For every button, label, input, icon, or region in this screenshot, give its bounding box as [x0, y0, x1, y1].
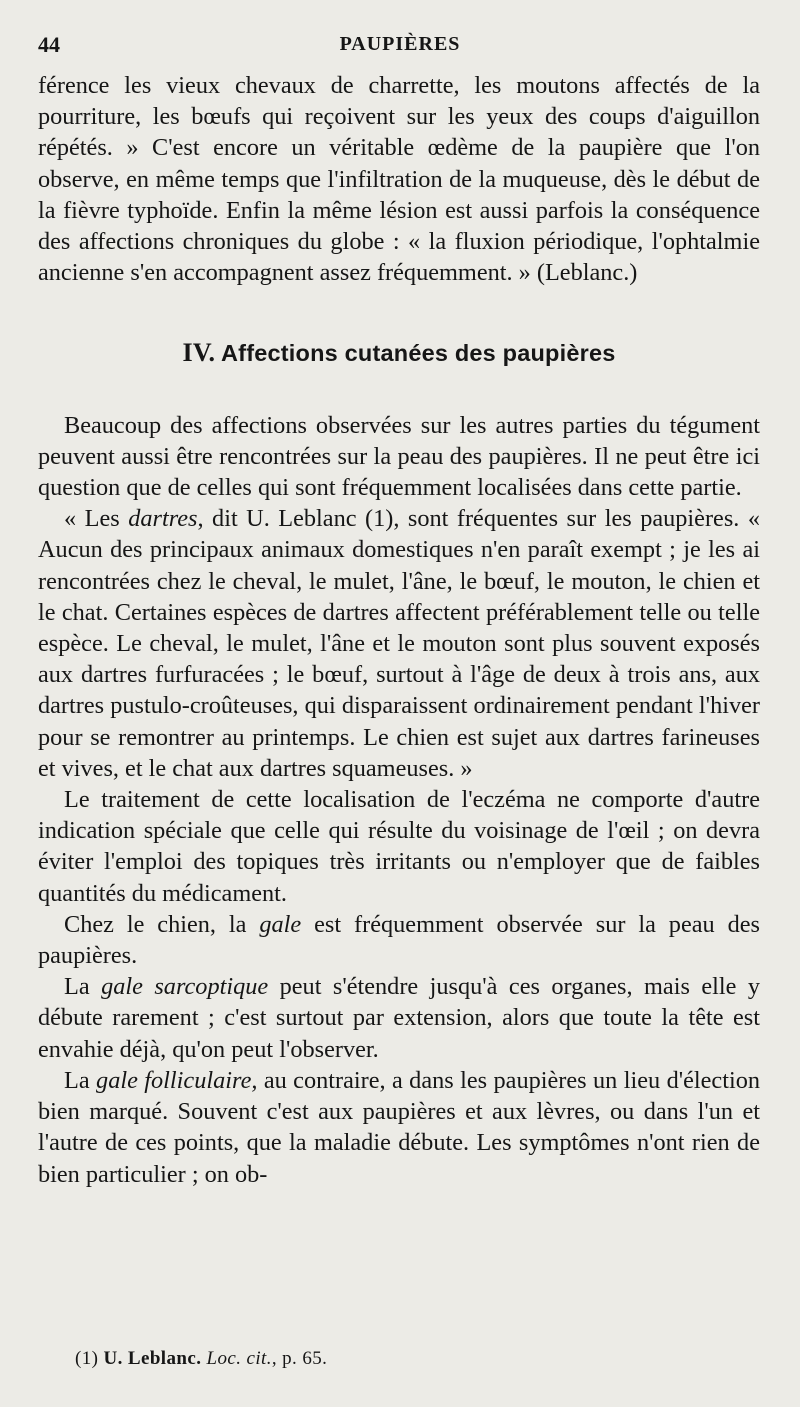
section-heading: [38, 337, 760, 369]
footnote: [75, 1348, 327, 1370]
italic-term: gale folliculaire,: [96, 1066, 258, 1094]
footnote-marker: (1): [75, 1348, 104, 1369]
italic-term: gale sarcoptique: [101, 973, 269, 1001]
italic-term: gale: [259, 910, 302, 938]
text-run: peut s'étendre jusqu'à ces organes, mais elle y débute rarement ; c'est surtout par extension, alors que toute la tête est envahie déjà, qu'on peut l'observer.: [38, 973, 760, 1063]
text-run: « Les: [64, 505, 129, 533]
text-run: , dit U. Leblanc (1), sont fréquentes sur les paupières. « Aucun des principaux animaux domestiques n'en paraît exempt ; je les ai rencontrées chez le cheval, le mulet, l'âne, le bœuf, le mouton, le chien et le chat. Certaines espèces de dartres affectent préférablement telle ou telle espèce. Le cheval, le mulet, l'âne et le mouton sont plus souvent exposés aux dartres furfuracées ; le bœuf, surtout à l'âge de deux à trois ans, aux dartres pustulo-croûteuses, qui disparaissent ordinairement pendant l'hiver pour se remontrer au printemps. Le chien est sujet aux dartres farineuses et vives, et le chat aux dartres squameuses. »: [38, 505, 760, 782]
page-body: [38, 70, 760, 1190]
italic-term: dartres: [128, 505, 198, 533]
running-header: [0, 30, 800, 60]
paragraph: [38, 1065, 760, 1190]
footnote-page: , p. 65.: [271, 1348, 328, 1369]
footnote-author: U. Leblanc.: [103, 1348, 202, 1369]
paragraph: [38, 971, 760, 1065]
section-title: Affections cutanées des paupières: [221, 340, 616, 367]
paragraph: [38, 909, 760, 971]
text-run: Chez le chien, la: [64, 910, 260, 938]
footnote-ref: Loc. cit.: [206, 1348, 272, 1369]
paragraph: [38, 503, 760, 784]
paragraph: Beaucoup des affections observées sur les autres parties du tégument peuvent aussi être rencontrées sur la peau des paupières. Il ne peut être ici question que de celles qui sont fréquemment localisées dans cette partie.: [38, 411, 760, 502]
text-run: est fréquemment observée sur la peau des paupières.: [38, 910, 760, 970]
page-number: 44: [38, 32, 60, 57]
paragraph: Le traitement de cette localisation de l'eczéma ne comporte d'autre indication spéciale que celle qui résulte du voisinage de l'œil ; on devra éviter l'emploi des topiques très irritants ou n'employer que de faibles quantités du médicament.: [38, 786, 760, 907]
paragraph-continuation: férence les vieux chevaux de charrette, les moutons affectés de la pourriture, les bœufs qui reçoivent sur les yeux des coups d'aiguillon répétés. » C'est encore un véritable œdème de la paupière que l'on observe, en même temps que l'infiltration de la muqueuse, dès le début de la fièvre typhoïde. Enfin la même lésion est aussi parfois la conséquence des affections chroniques du globe : « la fluxion périodique, l'ophtalmie ancienne s'en accompagnent assez fréquemment. » (Leblanc.): [38, 72, 760, 287]
section-number: IV.: [182, 338, 216, 368]
text-run: La: [64, 973, 102, 1001]
text-run: La: [64, 1066, 97, 1094]
running-title: PAUPIÈRES: [339, 33, 461, 55]
text-run: au contraire, a dans les paupières un lieu d'élection bien marqué. Souvent c'est aux paupières et aux lèvres, ou dans l'un et l'autre de ces points, que la maladie débute. Les symptômes n'ont rien de bien particulier ; on ob-: [38, 1066, 760, 1188]
